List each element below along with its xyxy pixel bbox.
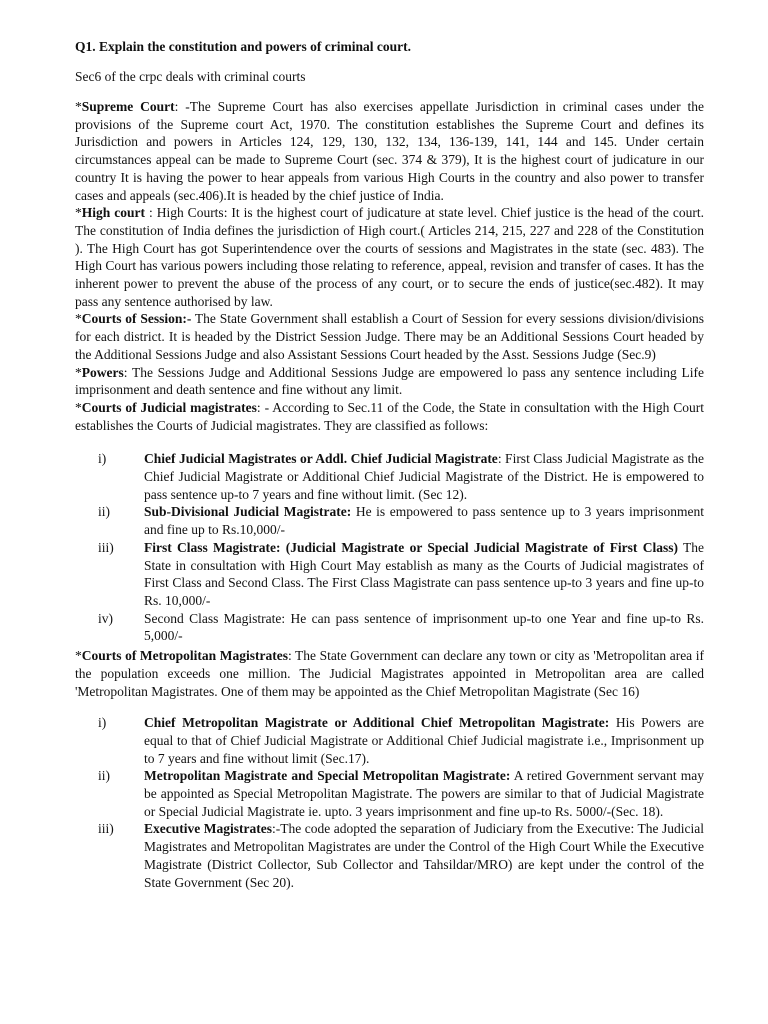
list-item <box>75 767 704 820</box>
list-item <box>75 450 704 503</box>
courts-of-session-text: The State Government shall establish a Court of Session for every sessions division/divisions for each district. It is headed by the District Session Judge. There may be an Additional Sessions Court headed by the Additional Sessions Judge and also Assistant Sessions Court headed by the Asst. Sessions Judge (Sec.9) <box>75 311 704 362</box>
list-item-body <box>144 503 704 538</box>
bullet-star: * <box>75 648 82 664</box>
list-item-text: His Powers are equal to that of Chief Judicial Magistrate or Additional Chief Judicial magistrate i.e., Imprisonment up to 7 years and fine without limit (Sec.17). <box>144 715 704 766</box>
list-item-heading: Chief Metropolitan Magistrate or Additional Chief Metropolitan Magistrate: <box>144 715 610 731</box>
metropolitan-magistrates-list <box>75 714 704 891</box>
list-item-body <box>144 450 704 503</box>
high-court-paragraph <box>75 204 704 310</box>
metropolitan-magistrates-heading: Courts of Metropolitan Magistrates <box>81 648 288 664</box>
list-item-number: iii) <box>98 539 114 555</box>
metropolitan-magistrates-paragraph <box>75 647 704 700</box>
powers-text: : The Sessions Judge and Additional Sessions Judge are empowered lo pass any sentence including Life imprisonment and death sentence and fine without any limit. <box>75 364 704 398</box>
bullet-star: * <box>75 205 82 221</box>
supreme-court-text: : -The Supreme Court has also exercises appellate Jurisdiction in criminal cases under the provisions of the Supreme court Act, 1970. The constitution establishes the Supreme Court and defines its Jurisdiction and powers in Articles 124, 129, 130, 132, 134, 136-139, 141, 144 and 145. Under certain circumstances appeal can be made to Supreme Court (sec. 374 & 379), It is the highest court of judicature in our country It is having the power to hear appeals from various High Courts in the country and also power to transfer cases and appeals (sec.406).It is headed by the chief justice of India. <box>75 99 704 203</box>
list-item-text: The State in consultation with High Court May establish as many as the Courts of Judicial magistrates of First Class and Second Class. The First Class Magistrate can pass sentence up-to 3 years and fine up-to Rs. 10,000/- <box>144 539 704 608</box>
list-item-heading: Chief Judicial Magistrates or Addl. Chief Judicial Magistrate <box>144 451 498 467</box>
supreme-court-paragraph <box>75 98 704 204</box>
list-item <box>75 610 704 645</box>
powers-heading: Powers <box>81 364 124 380</box>
list-item <box>75 820 704 891</box>
list-item-number: ii) <box>98 504 110 520</box>
list-item-heading: Metropolitan Magistrate and Special Metropolitan Magistrate: <box>144 768 511 784</box>
list-item-number: i) <box>98 715 107 731</box>
high-court-heading: High court <box>81 205 145 221</box>
list-item-text: He is empowered to pass sentence up to 3 years imprisonment and fine up to Rs.10,000/- <box>144 504 704 538</box>
high-court-text: : High Courts: It is the highest court of judicature at state level. Chief justice is the head of the court. The constitution of India defines the jurisdiction of High court.( Articles 214, 215, 227 and 228 of the Constitution ). The High Court has got Superintendence over the courts of sessions and Magistrates in the state (sec. 483). The High Court has various powers including those relating to reference, appeal, revision and transfer of cases. It has the inherent power to prevent the abuse of the process of any court, or to secure the ends of justice(sec.482). It may pass any sentence authorised by law. <box>75 205 704 309</box>
list-item-number: ii) <box>98 768 110 784</box>
judicial-magistrates-paragraph <box>75 399 704 434</box>
list-item <box>75 539 704 610</box>
list-item-text: : First Class Judicial Magistrate as the Chief Judicial Magistrate or Additional Chief Judicial Magistrate of the District. He is empowered to pass sentence up-to 7 years and fine without limit. (Sec 12). <box>144 451 704 502</box>
powers-paragraph <box>75 364 704 399</box>
bullet-star: * <box>75 399 82 415</box>
courts-of-session-paragraph <box>75 310 704 363</box>
list-item-number: iv) <box>98 610 113 626</box>
list-item <box>75 503 704 538</box>
question-title: Q1. Explain the constitution and powers of criminal court. <box>75 39 412 54</box>
supreme-court-heading: Supreme Court <box>81 99 175 114</box>
list-item-body <box>144 539 704 610</box>
list-item-number: iii) <box>98 821 114 837</box>
list-item-body <box>144 714 704 767</box>
list-item-heading: Executive Magistrates <box>144 821 272 837</box>
list-item-body <box>144 610 704 645</box>
list-item-text: Second Class Magistrate: He can pass sentence of imprisonment up-to one Year and fine up-to Rs. 5,000/- <box>144 610 704 644</box>
list-item-body <box>144 767 704 820</box>
bullet-star: * <box>75 364 82 380</box>
judicial-magistrates-list <box>75 450 704 645</box>
bullet-star: * <box>75 99 82 114</box>
metropolitan-magistrates-text: : The State Government can declare any town or city as 'Metropolitan area if the population exceeds one million. The Judicial Magistrates appointed in Metropolitan area are called 'Metropolitan Magistrates. One of them may be appointed as the Chief Metropolitan Magistrate (Sec 16) <box>75 648 704 699</box>
bullet-star: * <box>75 311 82 327</box>
list-item-text: :-The code adopted the separation of Judiciary from the Executive: The Judicial Magistrates and Metropolitan Magistrates are under the Control of the High Court While the Executive Magistrate (District Collector, Sub Collector and Tahsildar/MRO) are kept under the control of the State Government (Sec 20). <box>144 821 704 890</box>
judicial-magistrates-text: : - According to Sec.11 of the Code, the State in consultation with the High Court establishes the Courts of Judicial magistrates. They are classified as follows: <box>75 399 704 433</box>
intro-line: Sec6 of the crpc deals with criminal courts <box>75 69 306 84</box>
judicial-magistrates-heading: Courts of Judicial magistrates <box>81 399 257 415</box>
list-item-number: i) <box>98 451 107 467</box>
list-item-text: A retired Government servant may be appointed as Special Metropolitan Magistrate. The powers are similar to that of Judicial Magistrate or Special Judicial Magistrate ie. upto. 3 years imprisonment and fine up-to Rs. 5000/-(Sec. 18). <box>144 768 704 819</box>
list-item-body <box>144 820 704 891</box>
courts-of-session-heading: Courts of Session:- <box>81 311 192 327</box>
list-item-heading: Sub-Divisional Judicial Magistrate: <box>144 504 352 520</box>
list-item <box>75 714 704 767</box>
list-item-heading: First Class Magistrate: (Judicial Magistrate or Special Judicial Magistrate of First Class) <box>144 539 678 555</box>
